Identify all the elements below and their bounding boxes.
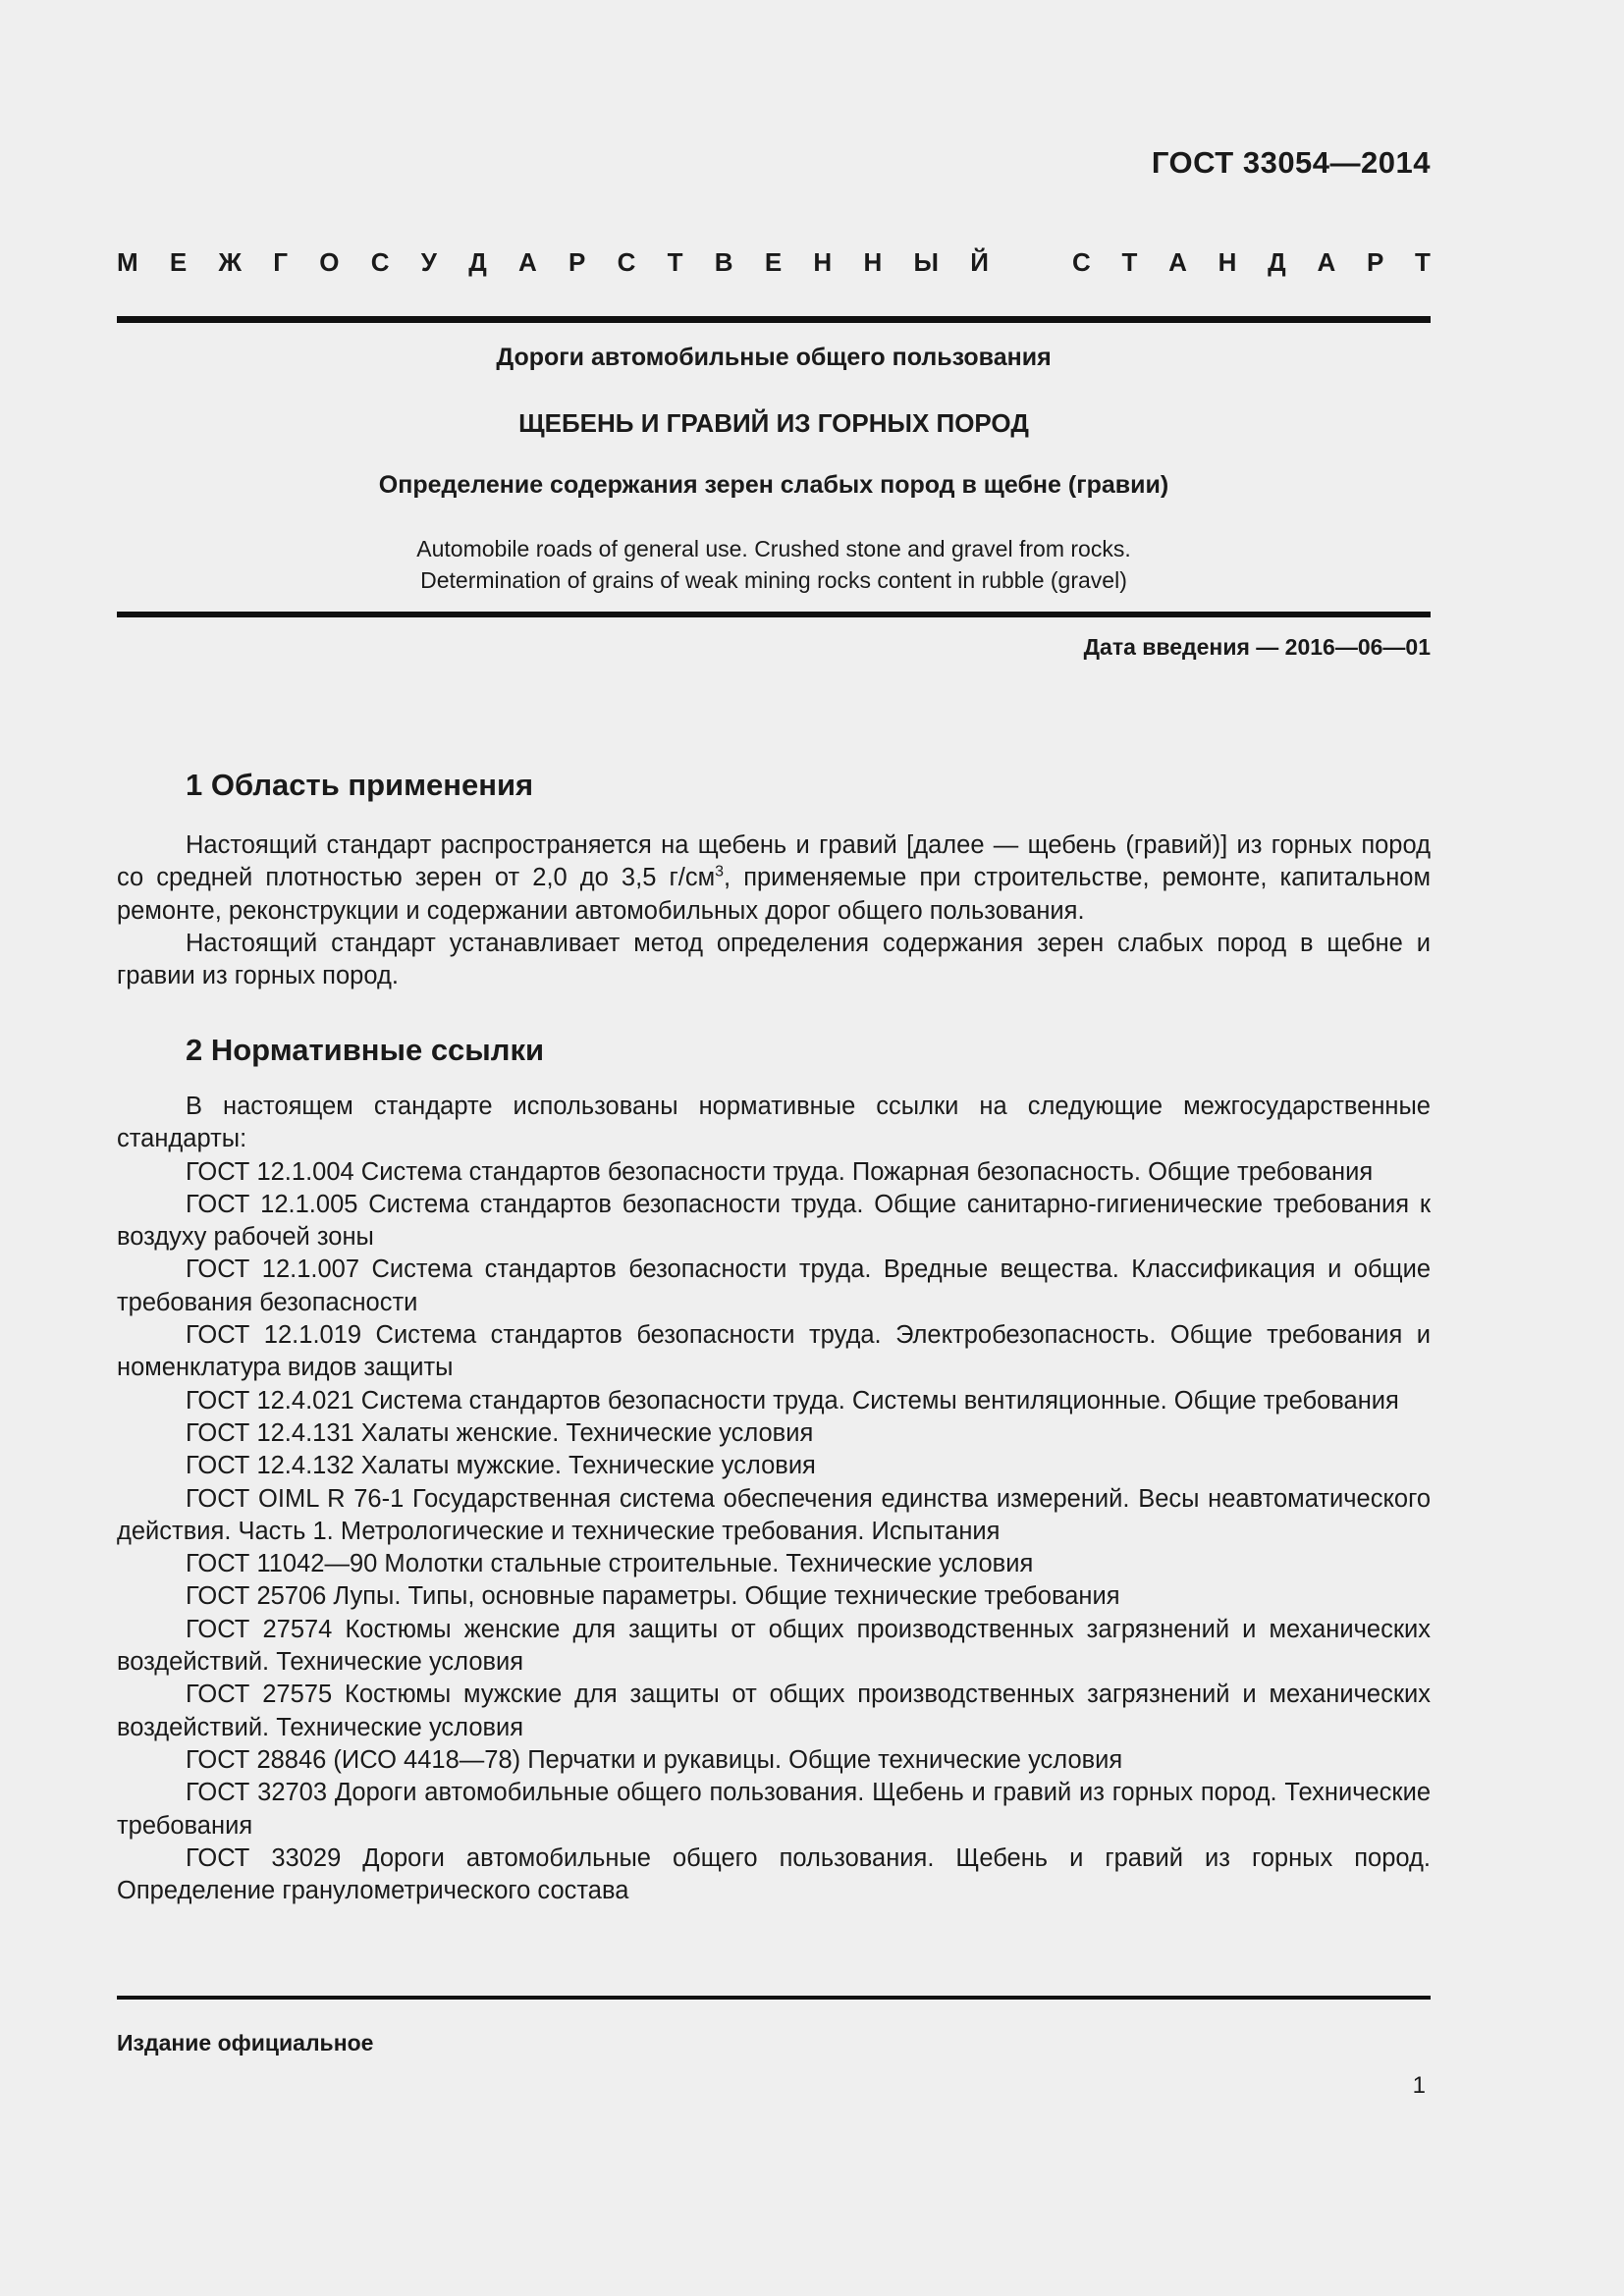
banner-letter: С <box>1072 247 1091 277</box>
effective-date: Дата введения — 2016—06—01 <box>1083 634 1431 660</box>
reference-item: ГОСТ 12.1.019 Система стандартов безопасности труда. Электробезопасность. Общие требования и номенклатура видов защиты <box>117 1321 1431 1382</box>
reference-item: ГОСТ 12.1.004 Система стандартов безопасности труда. Пожарная безопасность. Общие требования <box>186 1157 1374 1186</box>
title-main: ЩЕБЕНЬ И ГРАВИЙ ИЗ ГОРНЫХ ПОРОД <box>518 408 1029 438</box>
banner-letter: А <box>518 247 537 277</box>
page-number: 1 <box>1412 2072 1426 2099</box>
banner-letter: У <box>420 247 437 277</box>
interstate-word <box>117 247 989 278</box>
reference-item: ГОСТ OIML R 76-1 Государственная система обеспечения единства измерений. Весы неавтоматического действия. Часть 1. Метрологические и технические требования. Испытания <box>117 1484 1431 1545</box>
section-heading: 1 Область применения <box>186 768 534 802</box>
reference-item: ГОСТ 11042—90 Молотки стальные строительные. Технические условия <box>186 1550 1034 1578</box>
paragraph: В настоящем стандарте использованы нормативные ссылки на следующие межгосударственные стандарты: <box>117 1093 1431 1153</box>
paragraph: Настоящий стандарт устанавливает метод определения содержания зерен слабых пород в щебне и гравии из горных пород. <box>117 929 1431 990</box>
banner-letter: В <box>714 247 733 277</box>
section-2-body <box>117 1091 1431 1907</box>
banner-letter: Д <box>468 247 487 277</box>
reference-item: ГОСТ 32703 Дороги автомобильные общего пользования. Щебень и гравий из горных пород. Технические требования <box>117 1779 1431 1840</box>
top-divider <box>117 316 1431 323</box>
official-edition-label: Издание официальное <box>117 2030 374 2056</box>
banner-letter: Н <box>813 247 833 277</box>
english-title-line: Determination of grains of weak mining rocks content in rubble (gravel) <box>420 567 1127 593</box>
reference-list <box>117 1156 1431 1908</box>
paragraph <box>117 829 1431 928</box>
banner-letter: Ж <box>218 247 243 277</box>
banner-letter: М <box>117 247 138 277</box>
banner-letter: С <box>617 247 636 277</box>
title-divider <box>117 612 1431 617</box>
reference-item: ГОСТ 12.4.131 Халаты женские. Технические условия <box>186 1418 814 1447</box>
banner-letter: А <box>1317 247 1336 277</box>
superscript: 3 <box>715 863 725 881</box>
title-category: Дороги автомобильные общего пользования <box>496 344 1052 371</box>
banner-letter: Т <box>667 247 683 277</box>
title-subject: Определение содержания зерен слабых пород в щебне (гравии) <box>378 471 1169 499</box>
banner-letter: А <box>1168 247 1187 277</box>
banner-letter: Й <box>970 247 989 277</box>
banner-letter: Т <box>1121 247 1138 277</box>
paragraph-text: Настоящий стандарт распространяется на щебень и гравий [далее — щебень (гравий)] из горных пород со средней плотностью зерен от 2,0 до 3,5 г/см <box>117 831 1431 892</box>
reference-item: ГОСТ 27575 Костюмы мужские для защиты от общих производственных загрязнений и механических воздействий. Технические условия <box>117 1681 1431 1741</box>
standard-word <box>1072 247 1431 278</box>
banner-letter: Н <box>863 247 883 277</box>
banner-letter: Д <box>1268 247 1286 277</box>
banner-letter: Р <box>568 247 586 277</box>
english-title <box>117 533 1431 596</box>
english-title-line: Automobile roads of general use. Crushed stone and gravel from rocks. <box>416 536 1131 561</box>
banner-letter: О <box>319 247 340 277</box>
banner-letter: С <box>370 247 390 277</box>
banner-letter: Е <box>764 247 783 277</box>
interstate-standard-banner <box>117 247 1431 278</box>
banner-letter: Ы <box>913 247 939 277</box>
reference-item: ГОСТ 27574 Костюмы женские для защиты от общих производственных загрязнений и механических воздействий. Технические условия <box>117 1615 1431 1677</box>
reference-item: ГОСТ 25706 Лупы. Типы, основные параметры. Общие технические требования <box>186 1582 1120 1611</box>
reference-item: ГОСТ 12.4.021 Система стандартов безопасности труда. Системы вентиляционные. Общие требования <box>186 1386 1399 1415</box>
reference-item: ГОСТ 12.1.007 Система стандартов безопасности труда. Вредные вещества. Классификация и общие требования безопасности <box>117 1255 1431 1316</box>
section-heading: 2 Нормативные ссылки <box>186 1033 545 1067</box>
reference-item: ГОСТ 12.1.005 Система стандартов безопасности труда. Общие санитарно-гигиенические требования к воздуху рабочей зоны <box>117 1190 1431 1252</box>
reference-item: ГОСТ 28846 (ИСО 4418—78) Перчатки и рукавицы. Общие технические условия <box>186 1745 1123 1774</box>
banner-letter: Р <box>1366 247 1384 277</box>
banner-letter: Г <box>273 247 289 277</box>
reference-item: ГОСТ 12.4.132 Халаты мужские. Технические условия <box>186 1452 816 1480</box>
section-1-body <box>117 829 1431 992</box>
banner-letter: Н <box>1218 247 1237 277</box>
banner-letter: Е <box>169 247 188 277</box>
banner-letter: Т <box>1415 247 1431 277</box>
reference-item: ГОСТ 33029 Дороги автомобильные общего пользования. Щебень и гравий из горных пород. Определение гранулометрического состава <box>117 1843 1431 1905</box>
paragraph-text: , применяемые при строительстве, ремонте, капитальном ремонте, реконструкции и содержании автомобильных дорог общего пользования. <box>117 864 1431 925</box>
standard-number: ГОСТ 33054—2014 <box>1151 145 1431 180</box>
footer-divider <box>117 1996 1431 2000</box>
